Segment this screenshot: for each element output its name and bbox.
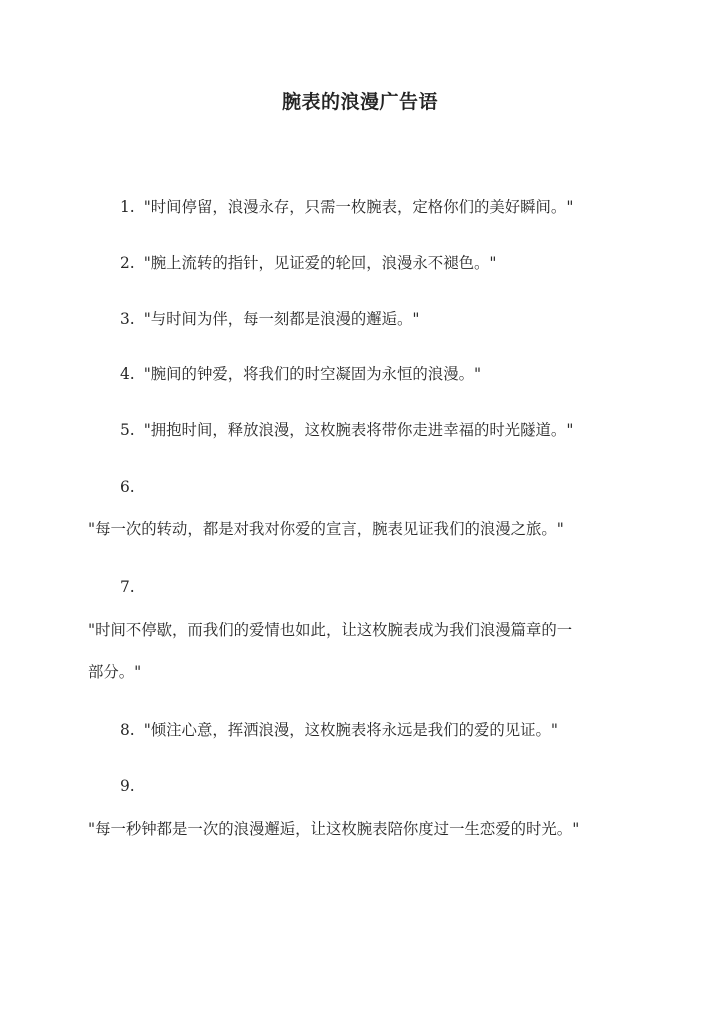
list-item-8 [120, 719, 558, 741]
list-item-7-text-line1: "时间不停歇，而我们的爱情也如此，让这枚腕表成为我们浪漫篇章的一 [88, 621, 573, 639]
list-item-7-text-line2: 部分。" [88, 663, 142, 681]
item-number: 4. [120, 365, 135, 383]
list-item-5 [120, 419, 573, 441]
item-number: 3. [120, 310, 135, 328]
item-text: "与时间为伴，每一刻都是浪漫的邂逅。" [143, 310, 420, 328]
list-item-1 [120, 196, 573, 218]
list-item-9-number: 9. [120, 777, 135, 795]
item-text: "拥抱时间，释放浪漫，这枚腕表将带你走进幸福的时光隧道。" [143, 421, 574, 439]
list-item-2 [120, 252, 496, 274]
list-item-6-text: "每一次的转动，都是对我对你爱的宣言，腕表见证我们的浪漫之旅。" [88, 520, 564, 538]
item-number: 8. [120, 721, 135, 739]
item-number: 1. [120, 198, 135, 216]
item-number: 2. [120, 254, 135, 272]
item-text: "倾注心意，挥洒浪漫，这枚腕表将永远是我们的爱的见证。" [143, 721, 559, 739]
list-item-7-number: 7. [120, 578, 135, 596]
page-title: 腕表的浪漫广告语 [281, 91, 438, 113]
list-item-3 [120, 308, 420, 330]
item-text: "腕上流转的指针，见证爱的轮回，浪漫永不褪色。" [143, 254, 497, 272]
item-text: "腕间的钟爱，将我们的时空凝固为永恒的浪漫。" [143, 365, 482, 383]
item-text: "时间停留，浪漫永存，只需一枚腕表，定格你们的美好瞬间。" [143, 198, 574, 216]
item-number: 5. [120, 421, 135, 439]
list-item-4 [120, 363, 481, 385]
list-item-9-text: "每一秒钟都是一次的浪漫邂逅，让这枚腕表陪你度过一生恋爱的时光。" [88, 820, 580, 838]
list-item-6-number: 6. [120, 478, 135, 496]
